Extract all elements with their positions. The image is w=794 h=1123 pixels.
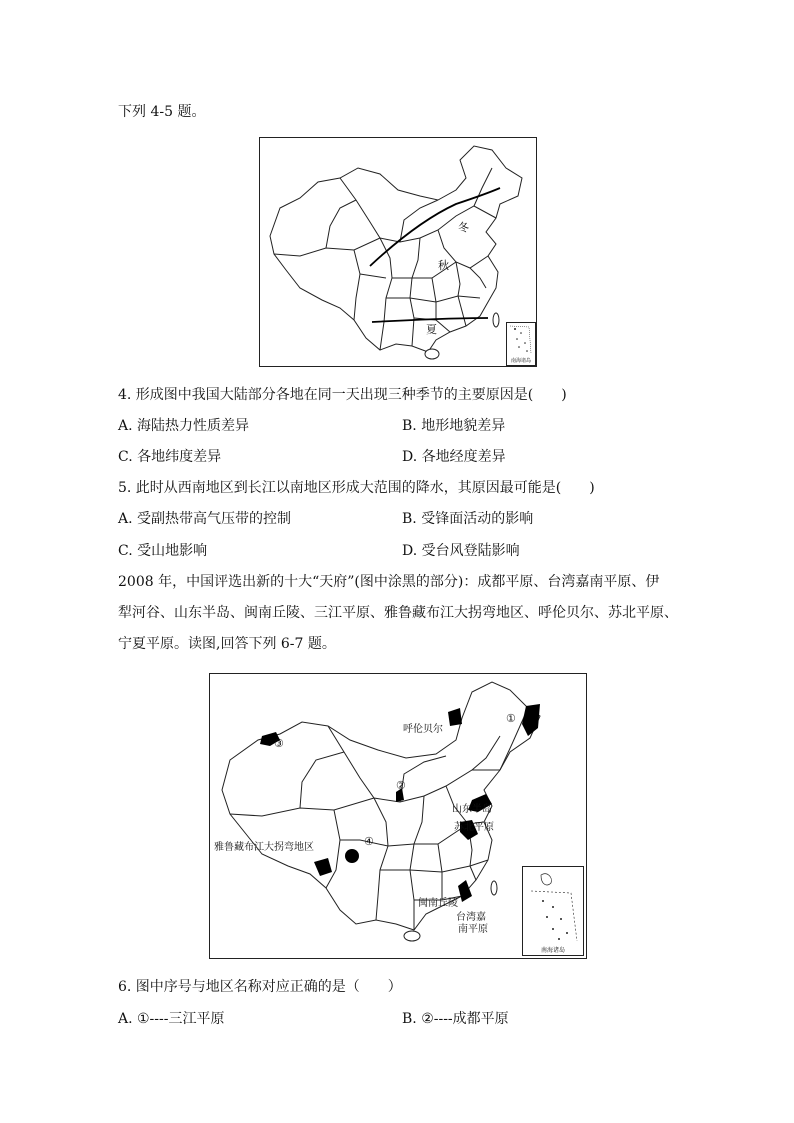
question-4-option-b[interactable]: B. 地形地貌差异 bbox=[402, 418, 506, 434]
label-yarlung: 雅鲁藏布江大拐弯地区 bbox=[214, 842, 314, 853]
label-hulunbuir: 呼伦贝尔 bbox=[403, 724, 443, 735]
tianfu-map bbox=[209, 673, 587, 959]
question-5-stem: 5. 此时从西南地区到长江以南地区形成大范围的降水，其原因最可能是( ) bbox=[118, 480, 595, 496]
china-outline-map-1 bbox=[260, 138, 536, 366]
question-4-stem: 4. 形成图中我国大陆部分各地在同一天出现三种季节的主要原因是( ) bbox=[118, 387, 567, 403]
intro-text-1: 下列 4-5 题。 bbox=[118, 104, 206, 120]
question-5-option-c[interactable]: C. 受山地影响 bbox=[118, 543, 208, 559]
question-4-option-c[interactable]: C. 各地纬度差异 bbox=[118, 449, 222, 465]
intro-text-2-line-1: 2008 年，中国评选出新的十大“天府”(图中涂黑的部分)：成都平原、台湾嘉南平原、伊 bbox=[118, 574, 660, 590]
label-autumn: 秋 bbox=[438, 259, 449, 272]
question-4-option-d[interactable]: D. 各地经度差异 bbox=[402, 449, 506, 465]
label-subei: 苏北平原 bbox=[454, 822, 494, 833]
marker-3: ③ bbox=[274, 737, 284, 750]
label-minnan: 闽南丘陵 bbox=[418, 898, 458, 909]
south-china-sea-inset-2 bbox=[522, 866, 584, 956]
label-winter: 冬 bbox=[458, 221, 469, 234]
question-5-option-b[interactable]: B. 受锋面活动的影响 bbox=[402, 511, 534, 527]
label-taiwan-2: 南平原 bbox=[458, 924, 488, 935]
region-hulunbuir bbox=[448, 708, 462, 726]
region-sanjiang bbox=[522, 704, 540, 736]
region-chengdu bbox=[345, 849, 359, 863]
south-china-sea-inset-1 bbox=[506, 322, 536, 366]
question-6-stem: 6. 图中序号与地区名称对应正确的是（ ） bbox=[118, 979, 402, 995]
label-summer: 夏 bbox=[426, 323, 437, 336]
question-6-option-a[interactable]: A. ①----三江平原 bbox=[118, 1011, 225, 1027]
question-5-option-d[interactable]: D. 受台风登陆影响 bbox=[402, 543, 520, 559]
intro-text-2-line-3: 宁夏平原。读图,回答下列 6-7 题。 bbox=[118, 636, 336, 652]
question-5-option-a[interactable]: A. 受副热带高气压带的控制 bbox=[118, 511, 292, 527]
season-map bbox=[259, 137, 537, 367]
label-taiwan-1: 台湾嘉 bbox=[456, 912, 486, 923]
inset-caption-2: 南海诸岛 bbox=[540, 947, 565, 954]
inset-caption-1: 南海诸岛 bbox=[510, 358, 531, 364]
question-6-option-b[interactable]: B. ②----成都平原 bbox=[402, 1011, 509, 1027]
question-4-option-a[interactable]: A. 海陆热力性质差异 bbox=[118, 418, 250, 434]
marker-2: ② bbox=[396, 779, 406, 792]
label-shandong: 山东半岛 bbox=[452, 804, 492, 815]
marker-1: ① bbox=[506, 712, 516, 725]
marker-4: ④ bbox=[364, 835, 374, 848]
region-yarlung bbox=[314, 858, 332, 876]
region-minnan bbox=[458, 880, 472, 902]
intro-text-2-line-2: 犁河谷、山东半岛、闽南丘陵、三江平原、雅鲁藏布江大拐弯地区、呼伦贝尔、苏北平原、 bbox=[118, 605, 678, 621]
